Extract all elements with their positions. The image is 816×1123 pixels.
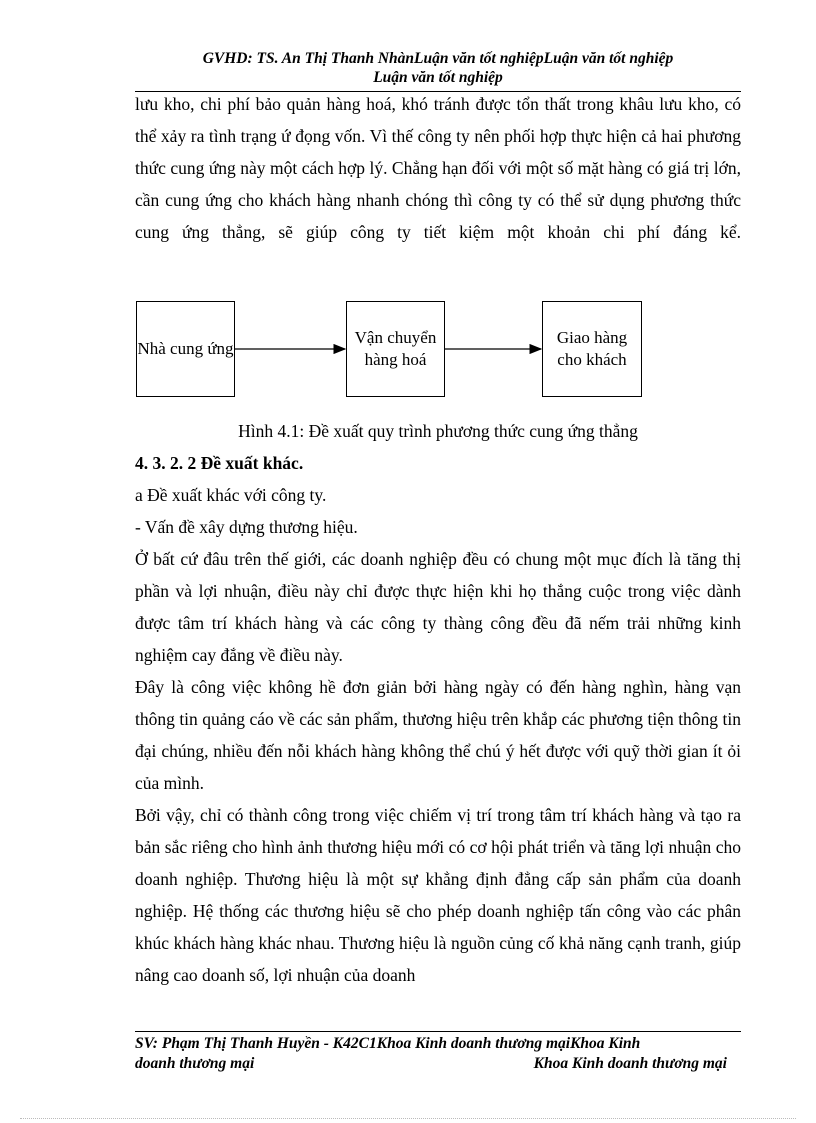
- footer-line-2-right: Khoa Kinh doanh thương mại: [533, 1055, 727, 1072]
- header-line-1: GVHD: TS. An Thị Thanh NhànLuận văn tốt nghiệpLuận văn tốt nghiệp: [202, 50, 674, 67]
- page-footer: [135, 1034, 741, 1074]
- footer-line-2: [135, 1054, 741, 1074]
- figure-caption: Hình 4.1: Đề xuất quy trình phương thức cung ứng thẳng: [238, 421, 638, 441]
- page-bottom-border: [20, 1118, 796, 1119]
- subsection-dash: - Vấn đề xây dựng thương hiệu.: [135, 517, 358, 537]
- paragraph-1: Ở bất cứ đâu trên thế giới, các doanh nghiệp đều có chung một mục đích là tăng thị phần và lợi nhuận, điều này chỉ được thực hiện khi họ thắng cuộc trong việc dành được tâm trí khách hàng và các công ty thàng công đều đã nếm trải những kinh nghiệm cay đắng về điều này.: [135, 549, 741, 665]
- diagram-box-delivery-label: Giao hàng cho khách: [556, 328, 628, 369]
- footer-line-1: SV: Phạm Thị Thanh Huyền - K42C1Khoa Kinh doanh thương mạiKhoa Kinh: [135, 1035, 641, 1052]
- intro-paragraph: lưu kho, chi phí bảo quản hàng hoá, khó tránh được tổn thất trong khâu lưu kho, có thể xảy ra tình trạng ứ đọng vốn. Vì thế công ty nên phối hợp thực hiện cả hai phương thức cung ứng này một cách hợp lý. Chẳng hạn đối với một số mặt hàng có giá trị lớn, cần cung ứng cho khách hàng nhanh chóng thì công ty có thể sử dụng phương thức cung ứng thẳng, sẽ giúp công ty tiết kiệm một khoản chi phí đáng kể.: [135, 94, 741, 242]
- paragraph-3: Bởi vậy, chỉ có thành công trong việc chiếm vị trí trong tâm trí khách hàng và tạo ra bản sắc riêng cho hình ảnh thương hiệu mới có cơ hội phát triển và tăng lợi nhuận cho doanh nghiệp. Thương hiệu là một sự khẳng định đẳng cấp sản phẩm của doanh nghiệp. Hệ thống các thương hiệu sẽ cho phép doanh nghiệp tấn công vào các phân khúc khách hàng khác nhau. Thương hiệu là nguồn củng cố khả năng cạnh tranh, giúp nâng cao doanh số, lợi nhuận của doanh: [135, 805, 741, 985]
- diagram-box-supplier-label: Nhà cung ứng: [137, 339, 234, 358]
- header-line-2: Luận văn tốt nghiệp: [373, 69, 503, 86]
- paragraph-2: Đây là công việc không hề đơn giản bởi hàng ngày có đến hàng nghìn, hàng vạn thông tin quảng cáo về các sản phẩm, thương hiệu trên khắp các phương tiện thông tin đại chúng, nhiều đến nỗi khách hàng không thể chú ý hết được với quỹ thời gian ít ỏi của mình.: [135, 677, 741, 793]
- section-heading: 4. 3. 2. 2 Đề xuất khác.: [135, 453, 304, 473]
- diagram-box-transport-label: Vận chuyển hàng hoá: [354, 328, 437, 369]
- footer-divider: [135, 1031, 741, 1032]
- footer-line-2-left: doanh thương mại: [135, 1055, 255, 1072]
- subsection-a: a Đề xuất khác với công ty.: [135, 485, 327, 505]
